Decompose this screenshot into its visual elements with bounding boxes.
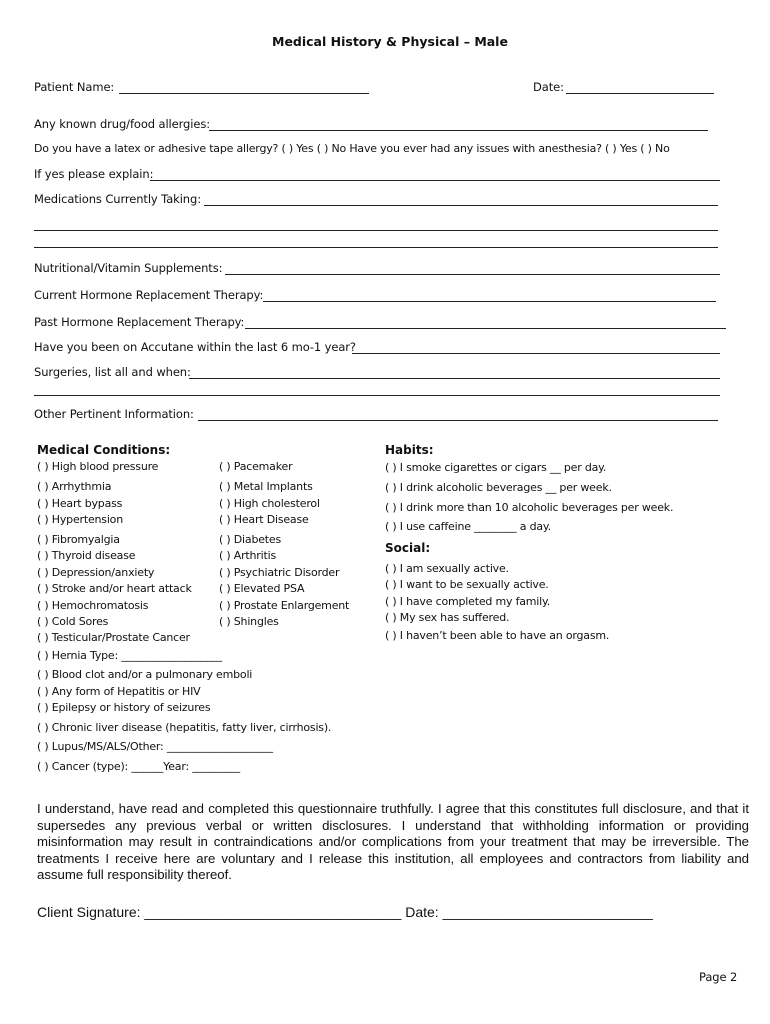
condition-right-item[interactable]: ( ) High cholesterol bbox=[219, 497, 320, 510]
social-item[interactable]: ( ) I want to be sexually active. bbox=[385, 578, 549, 591]
allergies-label: Any known drug/food allergies: bbox=[34, 117, 210, 131]
if-yes-field[interactable] bbox=[150, 180, 720, 181]
condition-left-item[interactable]: ( ) Stroke and/or heart attack bbox=[37, 582, 192, 595]
medical-conditions-heading: Medical Conditions: bbox=[37, 443, 171, 457]
condition-right-item[interactable]: ( ) Pacemaker bbox=[219, 460, 293, 473]
current-hrt-field[interactable] bbox=[263, 301, 716, 302]
social-heading: Social: bbox=[385, 541, 431, 555]
condition-right-item[interactable]: ( ) Elevated PSA bbox=[219, 582, 305, 595]
page-number: Page 2 bbox=[699, 970, 738, 984]
condition-left-item[interactable]: ( ) Lupus/MS/ALS/Other: ____________________ bbox=[37, 740, 273, 753]
surgeries-field-line-2[interactable] bbox=[34, 395, 720, 396]
condition-left-item[interactable]: ( ) Testicular/Prostate Cancer bbox=[37, 631, 190, 644]
past-hrt-label: Past Hormone Replacement Therapy: bbox=[34, 315, 245, 329]
social-item[interactable]: ( ) I am sexually active. bbox=[385, 562, 509, 575]
condition-left-item[interactable]: ( ) Hernia Type: ___________________ bbox=[37, 649, 222, 662]
condition-left-item[interactable]: ( ) Epilepsy or history of seizures bbox=[37, 701, 211, 714]
current-hrt-label: Current Hormone Replacement Therapy: bbox=[34, 288, 264, 302]
condition-right-item[interactable]: ( ) Prostate Enlargement bbox=[219, 599, 350, 612]
client-signature-line[interactable]: Client Signature: _________________________________ Date: ___________________________ bbox=[37, 904, 653, 920]
supplements-label: Nutritional/Vitamin Supplements: bbox=[34, 261, 223, 275]
condition-left-item[interactable]: ( ) Any form of Hepatitis or HIV bbox=[37, 685, 201, 698]
patient-name-label: Patient Name: bbox=[34, 80, 115, 94]
medications-field-line-2[interactable] bbox=[34, 230, 718, 231]
condition-left-item[interactable]: ( ) Cold Sores bbox=[37, 615, 109, 628]
condition-right-item[interactable]: ( ) Metal Implants bbox=[219, 480, 313, 493]
past-hrt-field[interactable] bbox=[245, 328, 726, 329]
patient-name-field[interactable] bbox=[119, 93, 369, 94]
medications-label: Medications Currently Taking: bbox=[34, 192, 201, 206]
disclosure-statement: I understand, have read and completed this questionnaire truthfully. I agree that this constitutes full disclosure, and that it supersedes any previous verbal or written disclosures. I understand that withholding information or providing misinformation may result in contraindications and/or complications from your treatment that may be irreversible. The treatments I receive here are voluntary and I release this institution, all employees and contractors from liability and assume full responsibility thereof. bbox=[37, 801, 749, 882]
condition-left-item[interactable]: ( ) Depression/anxiety bbox=[37, 566, 155, 579]
condition-right-item[interactable]: ( ) Arthritis bbox=[219, 549, 276, 562]
habit-item[interactable]: ( ) I drink alcoholic beverages __ per week. bbox=[385, 481, 612, 494]
condition-left-item[interactable]: ( ) Fibromyalgia bbox=[37, 533, 120, 546]
condition-left-item[interactable]: ( ) Thyroid disease bbox=[37, 549, 136, 562]
other-info-label: Other Pertinent Information: bbox=[34, 407, 194, 421]
if-yes-label: If yes please explain: bbox=[34, 167, 154, 181]
condition-left-item[interactable]: ( ) Hypertension bbox=[37, 513, 123, 526]
date-label: Date: bbox=[533, 80, 564, 94]
allergies-field[interactable] bbox=[209, 130, 708, 131]
accutane-label: Have you been on Accutane within the last 6 mo-1 year? bbox=[34, 340, 356, 354]
surgeries-field[interactable] bbox=[189, 378, 720, 379]
social-item[interactable]: ( ) I have completed my family. bbox=[385, 595, 551, 608]
habit-item[interactable]: ( ) I use caffeine ________ a day. bbox=[385, 520, 551, 533]
habits-heading: Habits: bbox=[385, 443, 434, 457]
surgeries-label: Surgeries, list all and when: bbox=[34, 365, 191, 379]
date-field[interactable] bbox=[566, 93, 714, 94]
habit-item[interactable]: ( ) I smoke cigarettes or cigars __ per day. bbox=[385, 461, 607, 474]
condition-left-item[interactable]: ( ) Heart bypass bbox=[37, 497, 123, 510]
supplements-field[interactable] bbox=[225, 274, 720, 275]
condition-left-item[interactable]: ( ) Hemochromatosis bbox=[37, 599, 149, 612]
accutane-field[interactable] bbox=[352, 353, 720, 354]
condition-left-item[interactable]: ( ) Cancer (type): ______Year: _________ bbox=[37, 760, 240, 773]
condition-right-item[interactable]: ( ) Diabetes bbox=[219, 533, 282, 546]
condition-right-item[interactable]: ( ) Shingles bbox=[219, 615, 279, 628]
condition-left-item[interactable]: ( ) Blood clot and/or a pulmonary emboli bbox=[37, 668, 253, 681]
medications-field-line-3[interactable] bbox=[34, 247, 718, 248]
latex-anesthesia-question: Do you have a latex or adhesive tape allergy? ( ) Yes ( ) No Have you ever had any issues with anesthesia? ( ) Yes ( ) No bbox=[34, 142, 670, 155]
condition-left-item[interactable]: ( ) Arrhythmia bbox=[37, 480, 112, 493]
condition-right-item[interactable]: ( ) Heart Disease bbox=[219, 513, 309, 526]
condition-right-item[interactable]: ( ) Psychiatric Disorder bbox=[219, 566, 340, 579]
page-title: Medical History & Physical – Male bbox=[272, 34, 508, 49]
habit-item[interactable]: ( ) I drink more than 10 alcoholic beverages per week. bbox=[385, 501, 674, 514]
other-info-field[interactable] bbox=[198, 420, 718, 421]
social-item[interactable]: ( ) My sex has suffered. bbox=[385, 611, 510, 624]
social-item[interactable]: ( ) I haven’t been able to have an orgasm. bbox=[385, 629, 610, 642]
condition-left-item[interactable]: ( ) High blood pressure bbox=[37, 460, 159, 473]
condition-left-item[interactable]: ( ) Chronic liver disease (hepatitis, fatty liver, cirrhosis). bbox=[37, 721, 332, 734]
medications-field[interactable] bbox=[204, 205, 718, 206]
